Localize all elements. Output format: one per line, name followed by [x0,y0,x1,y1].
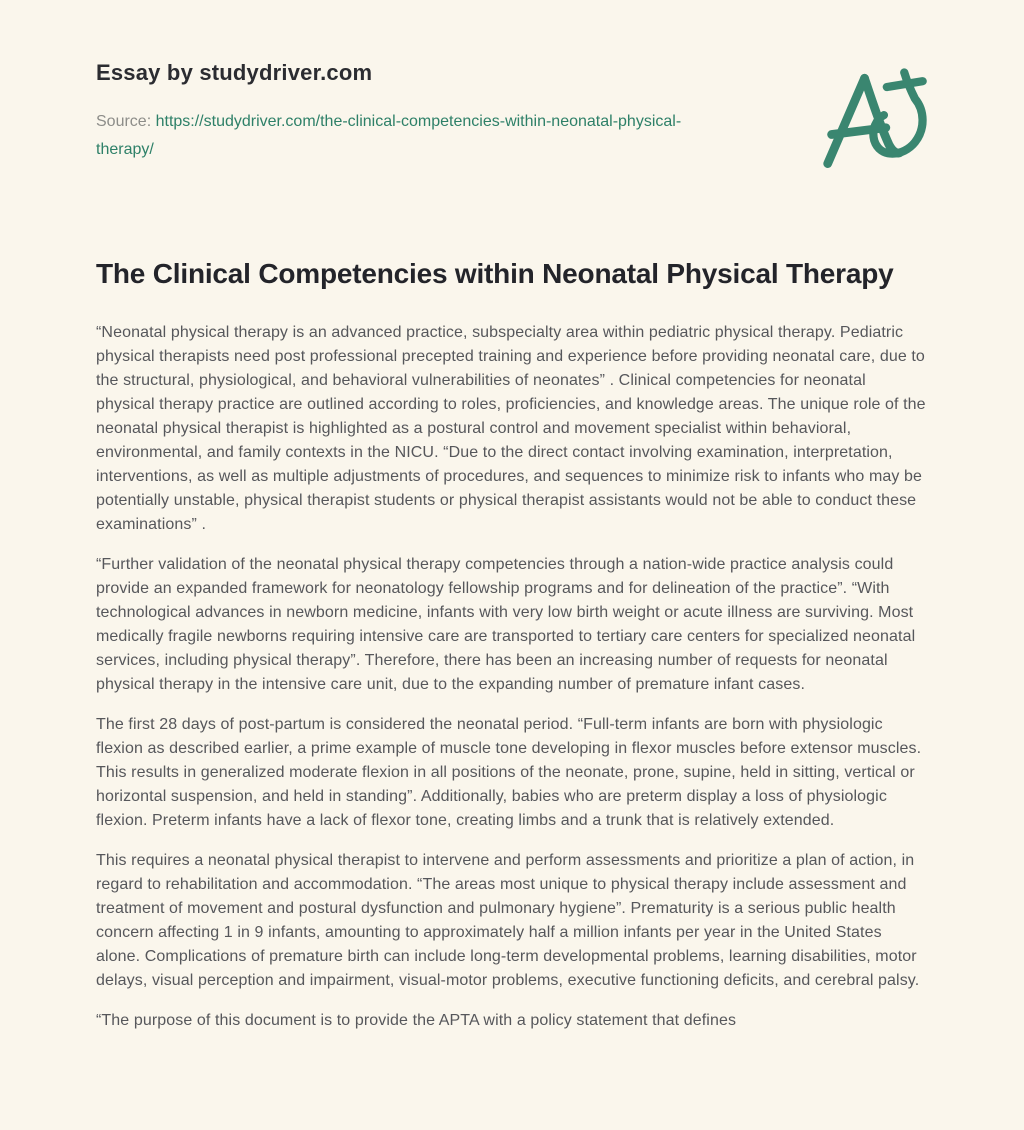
essay-by-heading: Essay by studydriver.com [96,60,373,85]
source-link[interactable]: https://studydriver.com/the-clinical-competencies-within-neonatal-physical-therapy/ [96,113,682,158]
essay-body [96,321,928,1033]
essay-paragraph-5: “The purpose of this document is to provide the APTA with a policy statement that defines [96,1012,737,1029]
essay-paragraph-3: The first 28 days of post-partum is considered the neonatal period. “Full-term infants are born with physiologic flexion as described earlier, a prime example of muscle tone developing in flexor muscles before extensor muscles. This results in generalized moderate flexion in all positions of the neonate, prone, supine, held in sitting, vertical or horizontal suspension, and held in standing”. Additionally, babies who are preterm display a loss of physiologic flexion. Preterm infants have a lack of flexor tone, creating limbs and a trunk that is relatively extended. [96,716,922,829]
essay-title: The Clinical Competencies within Neonatal Physical Therapy [96,258,894,289]
a-plus-logo-icon [818,157,944,174]
source-label: Source: [96,113,152,130]
studydriver-logo [818,68,944,170]
page-header [96,58,756,164]
essay-paragraph-1: “Neonatal physical therapy is an advanced practice, subspecialty area within pediatric physical therapy. Pediatric physical therapists need post professional precepted training and experience before providing neonatal care, due to the structural, physiological, and behavioral vulnerabilities of neonates” . Clinical competencies for neonatal physical therapy practice are outlined according to roles, proficiencies, and knowledge areas. The unique role of the neonatal physical therapist is highlighted as a postural control and movement specialist within behavioral, environmental, and family contexts in the NICU. “Due to the direct contact involving examination, interpretation, interventions, as well as multiple adjustments of procedures, and sequences to minimize risk to infants who may be potentially unstable, physical therapist students or physical therapist assistants would not be able to conduct these examinations” . [96,324,926,533]
essay-paragraph-4: This requires a neonatal physical therapist to intervene and perform assessments and prioritize a plan of action, in regard to rehabilitation and accommodation. “The areas most unique to physical therapy include assessment and treatment of movement and postural dysfunction and pulmonary hygiene”. Prematurity is a serious public health concern affecting 1 in 9 infants, amounting to approximately half a million infants per year in the United States alone. Complications of premature birth can include long-term developmental problems, learning disabilities, motor delays, visual perception and impairment, visual-motor problems, executive functioning deficits, and cerebral palsy. [96,852,920,989]
source-line [96,108,736,164]
essay-paragraph-2: “Further validation of the neonatal physical therapy competencies through a nation-wide practice analysis could provide an expanded framework for neonatology fellowship programs and for delineation of the practice”. “With technological advances in newborn medicine, infants with very low birth weight or acute illness are surviving. Most medically fragile newborns requiring intensive care are transported to tertiary care centers for specialized neonatal services, including physical therapy”. Therefore, there has been an increasing number of requests for neonatal physical therapy in the intensive care unit, due to the expanding number of premature infant cases. [96,556,916,693]
